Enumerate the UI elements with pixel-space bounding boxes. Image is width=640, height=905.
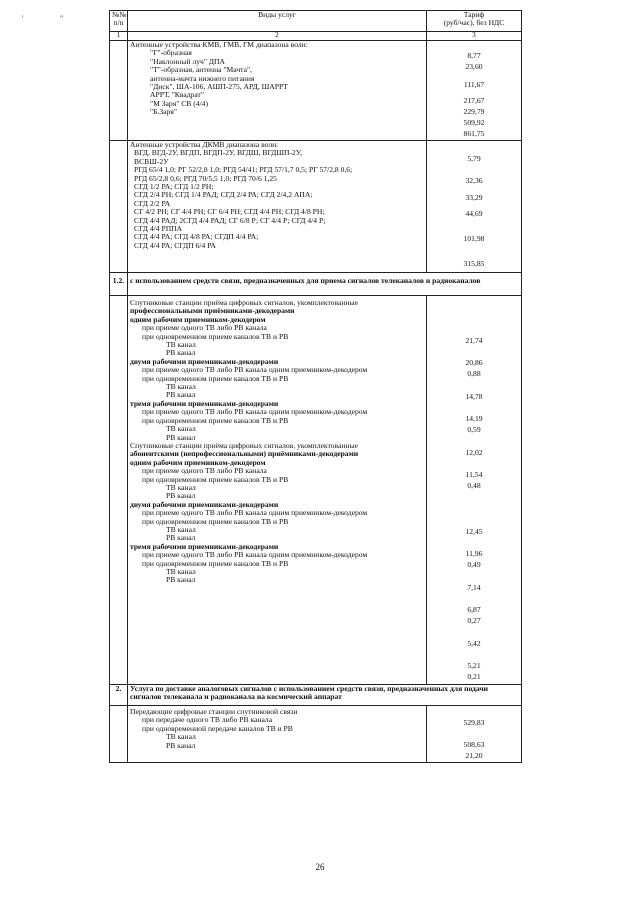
block-transmitters-values bbox=[427, 706, 522, 763]
block-kmv-antennas bbox=[110, 41, 522, 141]
service-line: РВ канал bbox=[166, 492, 196, 501]
column-index-row bbox=[110, 32, 522, 41]
service-line: при приеме одного ТВ либо РВ канала bbox=[142, 324, 267, 333]
service-line: при одновременном приеме каналов ТВ и РВ bbox=[142, 475, 289, 484]
section-1-2-title: с использованием средств связи, предназначенных для приема сигналов телеканалов и радиоканалов bbox=[128, 273, 522, 296]
service-line: при передаче одного ТВ либо РВ канала bbox=[142, 716, 273, 725]
service-line: антенна-мачта нижнего питания bbox=[150, 74, 255, 83]
service-line: при приеме одного ТВ либо РВ канала одним приемником-декодером bbox=[142, 408, 368, 417]
tariff-value: 101,98 bbox=[463, 234, 485, 243]
service-line: СГД 2/4 РН; СГД 1/4 РАД; СГД 2/4 РА; СГД 2/4,2 АПА; bbox=[134, 191, 313, 200]
service-line: при приеме одного ТВ либо РВ канала bbox=[142, 467, 267, 476]
service-line: при одновременном приеме каналов ТВ и РВ bbox=[142, 517, 289, 526]
service-line: при одновременной передаче каналов ТВ и РВ bbox=[142, 724, 293, 733]
tariff-value: 508,63 bbox=[463, 740, 485, 749]
service-line: "М Заря" СВ (4/4) bbox=[150, 99, 209, 108]
tariff-value: 20,86 bbox=[465, 358, 483, 367]
tariff-value: 217,67 bbox=[463, 96, 485, 105]
column-index-1: 1 bbox=[110, 32, 128, 41]
block-kmv-text bbox=[128, 41, 427, 141]
block-satellite-receivers bbox=[110, 296, 522, 685]
section-2-title: Услуга по доставке аналоговых сигналов с использованием средств связи, предназначенных для подачи сигналов телеканала и радиоканала на космический аппарат bbox=[128, 685, 522, 706]
service-line: одним рабочим приемником-декодером bbox=[130, 458, 266, 467]
service-line: двумя рабочими приемниками-декодерами bbox=[130, 357, 279, 366]
service-line: одним рабочим приемником-декодером bbox=[130, 315, 266, 324]
header-tariff-cell bbox=[427, 11, 522, 32]
service-line: двумя рабочими приемниками-декодерами bbox=[130, 500, 279, 509]
service-line: при одновременном приеме каналов ТВ и РВ bbox=[142, 332, 289, 341]
service-line: ТВ канал bbox=[166, 525, 196, 534]
block-kmv-values bbox=[427, 41, 522, 141]
tariff-value: 44,69 bbox=[465, 209, 483, 218]
service-line: Антенные устройства ДКМВ диапазона волн: bbox=[130, 141, 279, 149]
service-line: "Б.Заря" bbox=[150, 108, 177, 117]
service-line: АРРТ, "Квадрат" bbox=[150, 91, 204, 100]
service-line: РГД 65/2,8 0,6; РГД 70/5,5 1,0; РГД 70/6 1,25 bbox=[134, 174, 277, 183]
tariff-value: 11,96 bbox=[465, 549, 483, 558]
tariff-value: 8,77 bbox=[467, 51, 481, 60]
tariff-table bbox=[109, 10, 522, 763]
service-line: при приеме одного ТВ либо РВ канала одним приемником-декодером bbox=[142, 509, 368, 518]
service-line: при одновременном приеме каналов ТВ и РВ bbox=[142, 416, 289, 425]
header-num-cell bbox=[110, 11, 128, 32]
service-line: СГД 4/4 РА; СГДП 6/4 РА bbox=[134, 241, 216, 250]
tariff-value: 12,02 bbox=[465, 448, 483, 457]
block-transmitters-text bbox=[128, 706, 427, 763]
tariff-value: 0,88 bbox=[467, 369, 481, 378]
block-receivers-values bbox=[427, 296, 522, 685]
service-line: РВ канал bbox=[166, 391, 196, 400]
service-line: РВ канал bbox=[166, 741, 196, 750]
tariff-value: 23,60 bbox=[465, 62, 483, 71]
tariff-value: 529,83 bbox=[463, 718, 485, 727]
tariff-value: 0,27 bbox=[467, 616, 481, 625]
block-satellite-transmitters bbox=[110, 706, 522, 763]
block-dkmv-antennas bbox=[110, 141, 522, 273]
service-line: "Диск", ША-106, АШП-275, АРД, ШАРРТ bbox=[150, 83, 288, 92]
section-1-2-row bbox=[110, 273, 522, 296]
service-line: тремя рабочими приемниками-декодерами bbox=[130, 542, 279, 551]
service-line: при приеме одного ТВ либо РВ канала одним приемником-декодером bbox=[142, 366, 368, 375]
header-service-cell: Виды услуг bbox=[128, 11, 427, 32]
tariff-value: 0,59 bbox=[467, 425, 481, 434]
service-line: ТВ канал bbox=[166, 383, 196, 392]
service-line: профессиональными приёмниками-декодерами bbox=[130, 307, 295, 316]
service-line: "Г"-образная bbox=[150, 49, 192, 58]
column-index-3: 3 bbox=[427, 32, 522, 41]
header-tariff-line-1: Тариф bbox=[463, 10, 485, 19]
service-line: ТВ канал bbox=[166, 341, 196, 350]
service-line: "Наклонный луч" ДПА bbox=[150, 57, 225, 66]
tariff-value: 509,92 bbox=[463, 118, 485, 127]
service-line: при одновременном приеме каналов ТВ и РВ bbox=[142, 374, 289, 383]
tariff-value: 315,85 bbox=[463, 259, 485, 268]
service-line: ТВ канал bbox=[166, 568, 196, 576]
tariff-value: 0,21 bbox=[467, 672, 481, 681]
service-line: СГД 4/4 РАД; 2СГД 4/4 РАД; СГ 6/8 Р; СГ 4/4 Р; СГД 4/4 Р; bbox=[134, 216, 326, 225]
service-line: ТВ канал bbox=[166, 733, 196, 742]
tariff-value: 0,48 bbox=[467, 481, 481, 490]
tariff-value: 5,21 bbox=[467, 661, 481, 670]
service-line: при одновременном приеме каналов ТВ и РВ bbox=[142, 559, 289, 568]
header-tariff-line-2: (руб/час), без НДС bbox=[443, 18, 505, 28]
tariff-value: 0,49 bbox=[467, 560, 481, 569]
tariff-value: 21,74 bbox=[465, 336, 483, 345]
service-line: Спутниковые станции приёма цифровых сигналов, укомплектованные bbox=[130, 299, 358, 307]
corner-mark-left: ' bbox=[22, 14, 24, 23]
page-number: 26 bbox=[315, 862, 325, 872]
tariff-value: 111,67 bbox=[463, 80, 485, 89]
service-line: РВ канал bbox=[166, 576, 196, 585]
tariff-value: 6,87 bbox=[467, 605, 481, 614]
tariff-value: 32,36 bbox=[465, 176, 483, 185]
service-line: СГД 4/4 РППА bbox=[134, 225, 183, 234]
service-line: ВСВШ-2У bbox=[134, 157, 169, 166]
tariff-value: 229,79 bbox=[463, 107, 485, 116]
service-line: Спутниковые станции приёма цифровых сигналов, укомплектованные bbox=[130, 441, 358, 450]
corner-mark-right: " bbox=[60, 14, 64, 23]
tariff-value: 33,29 bbox=[465, 193, 483, 202]
tariff-value: 14,19 bbox=[465, 414, 483, 423]
tariff-value: 21,20 bbox=[465, 751, 483, 760]
block-receivers-text bbox=[128, 296, 427, 685]
tariff-value: 11,54 bbox=[465, 470, 483, 479]
service-line: при приеме одного ТВ либо РВ канала одним приемником-декодером bbox=[142, 551, 368, 560]
service-line: абонентскими (непрофессиональными) приёмниками-декодерами bbox=[130, 450, 359, 459]
service-line: тремя рабочими приемниками-декодерами bbox=[130, 399, 279, 408]
service-line: РВ канал bbox=[166, 433, 196, 442]
column-index-2: 2 bbox=[128, 32, 427, 41]
service-line: РГД 65/4 1,0; РГ 52/2,8 1,0; РГД 54/41; РГД 57/1,7 0,5; РГ 57/2,8 0,6; bbox=[134, 166, 353, 175]
tariff-value: 14,78 bbox=[465, 392, 483, 401]
service-line: СГ 4/2 РН; СГ 4/4 РН; СГ 6/4 РН; СГД 4/4 РН; СГД 4/8 РН; bbox=[134, 208, 325, 217]
service-line: ТВ канал bbox=[166, 483, 196, 492]
section-2-row bbox=[110, 685, 522, 706]
header-num-line-2: п/п bbox=[113, 18, 124, 28]
service-line: СГД 2/2 РА bbox=[134, 199, 171, 208]
service-line: СГД 4/4 РА; СГД 4/8 РА; СГДП 4/4 РА; bbox=[134, 233, 259, 242]
block-dkmv-text bbox=[128, 141, 427, 273]
service-line: РВ канал bbox=[166, 349, 196, 358]
header-num-line-1: №№ bbox=[112, 10, 127, 19]
tariff-value: 861,75 bbox=[463, 129, 485, 138]
section-1-2-number: 1.2. bbox=[110, 273, 128, 296]
service-line: ВГД, ВГД-2У, ВГДП, ВГДП-2У, ВГДШ, ВГДШП-2У, bbox=[134, 149, 302, 158]
tariff-value: 7,14 bbox=[467, 583, 481, 592]
service-line: ТВ канал bbox=[166, 425, 196, 434]
service-line: СГД 1/2 РА; СГД 1/2 РН; bbox=[134, 183, 214, 192]
tariff-value: 5,42 bbox=[467, 639, 481, 648]
header-row bbox=[110, 11, 522, 32]
service-line: Антенные устройства КМВ, ГМВ, ГМ диапазона волн: bbox=[130, 41, 308, 49]
section-2-number: 2. bbox=[110, 685, 128, 706]
tariff-value: 5,79 bbox=[467, 154, 481, 163]
service-line: "Т"-образная, антенна "Мачта", bbox=[150, 66, 252, 75]
service-line: Передающие цифровые станции спутниковой связи bbox=[130, 708, 298, 716]
service-line: РВ канал bbox=[166, 534, 196, 543]
tariff-value: 12,45 bbox=[465, 527, 483, 536]
block-dkmv-values bbox=[427, 141, 522, 273]
